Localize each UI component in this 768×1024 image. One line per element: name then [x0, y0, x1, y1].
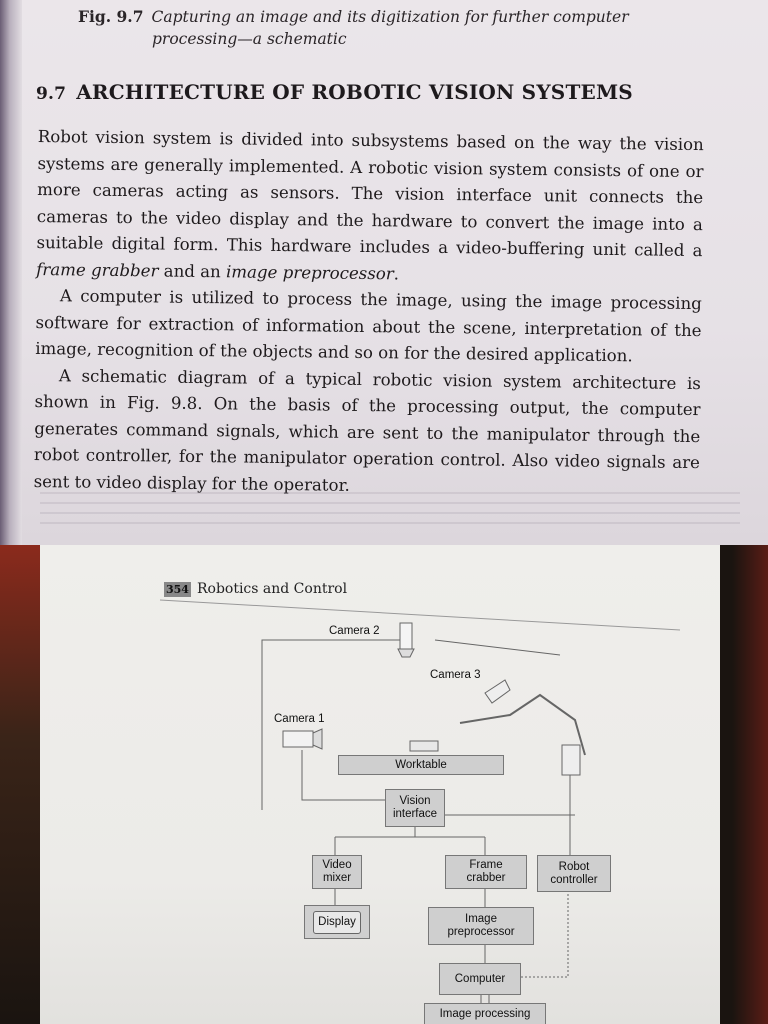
camera-3-label: Camera 3: [430, 669, 481, 681]
section-body: [33, 124, 703, 503]
running-header-title: Robotics and Control: [196, 581, 348, 597]
frame-grabber-box: Frame crabber: [445, 855, 527, 889]
robot-controller-box: Robot controller: [537, 855, 611, 892]
video-mixer-box: Video mixer: [312, 855, 362, 889]
section-heading: [36, 80, 633, 104]
worktable-box: Worktable: [338, 755, 504, 775]
figure-caption: [78, 6, 678, 50]
figure-caption-label: Fig. 9.7: [78, 7, 144, 26]
vision-system-diagram: [40, 545, 720, 1024]
book-cover-edge-left: [0, 545, 40, 1024]
display-box: Display: [304, 905, 370, 939]
paragraph-2: A computer is utilized to process the image, using the image processing software for extraction of information about the scene, interpretation of the image, recognition of the objects and so on for the desired application.: [35, 286, 702, 366]
bleed-through-text: [40, 492, 740, 532]
image-processing-box: Image processing: [424, 1003, 546, 1024]
image-preprocessor-box: Image preprocessor: [428, 907, 534, 945]
bottom-book-page: [40, 545, 720, 1024]
term-image-preprocessor: image preprocessor: [225, 261, 394, 283]
camera-2-label: Camera 2: [329, 625, 380, 637]
vision-interface-box: Vision interface: [385, 789, 445, 827]
section-number: 9.7: [36, 84, 67, 104]
paragraph-3: A schematic diagram of a typical robotic vision system architecture is shown in Fig. 9.8. On the basis of the processing output, the computer generates command signals, which are sent to the manipulator through the robot controller, for the manipulator operation control. Also video signals are sent to video display for the operator.: [33, 365, 701, 495]
figure-caption-text-line1: Capturing an image and its digitization for further computer: [151, 8, 629, 26]
camera-1-label: Camera 1: [274, 713, 325, 725]
term-frame-grabber: frame grabber: [36, 259, 159, 280]
page-number: 354: [166, 583, 189, 596]
paragraph-1: Robot vision system is divided into subsystems based on the way the vision systems are generally implemented. A robotic vision system consists of one or more cameras acting as sensors. The vision interface unit connects the cameras to the video display and the hardware to convert the image into a suitable digital form. This hardware includes a video-buffering unit called a frame grabber and an image preprocessor.: [36, 126, 704, 283]
page-binding-shadow: [0, 0, 22, 545]
section-title: ARCHITECTURE OF ROBOTIC VISION SYSTEMS: [76, 80, 633, 104]
figure-caption-text-line2: processing—a schematic: [152, 30, 347, 48]
computer-box: Computer: [439, 963, 521, 995]
